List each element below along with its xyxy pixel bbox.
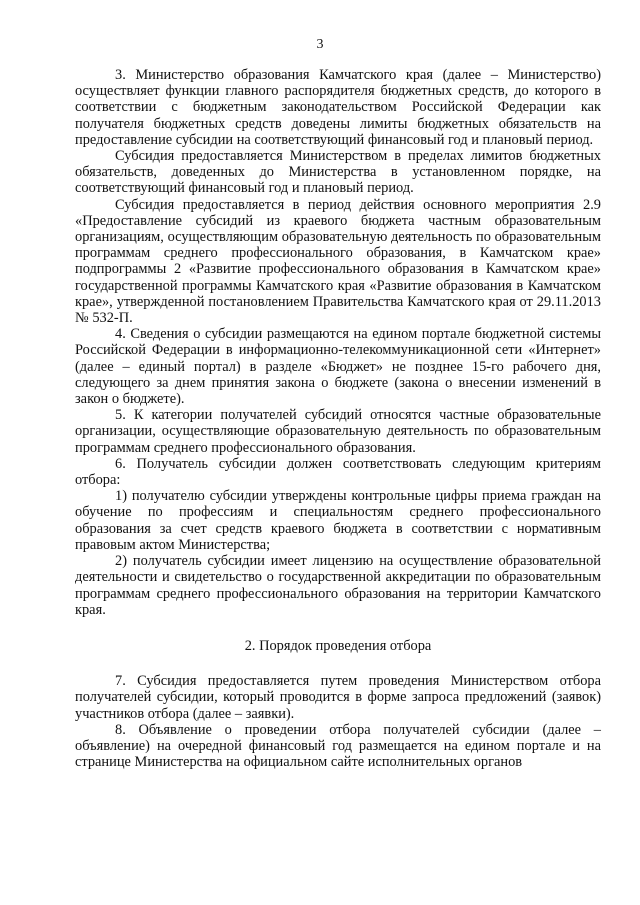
document-body	[75, 67, 601, 770]
paragraph-subsidy-period: Субсидия предоставляется в период действия основного мероприятия 2.9 «Предоставление субсидий из краевого бюджета частным образовательным организациям, осуществляющим образовательную деятельность по образовательным программам среднего профессионального образования, в Камчатском крае» подпрограммы 2 «Развитие профессионального образования в Камчатском крае» государственной программы Камчатского края «Развитие образования в Камчатском крае», утвержденной постановлением Правительства Камчатского края от 29.11.2013 № 532-П.	[75, 196, 601, 327]
paragraph-3-ministry: 3. Министерство образования Камчатского края (далее – Министерство) осуществляет функции главного распорядителя бюджетных средств, до которого в соответствии с бюджетным законодательством Российской Федерации как получателя бюджетных средств доведены лимиты бюджетных обязательств на предоставление субсидии на соответствующий финансовый год и плановый период.	[75, 67, 601, 148]
criterion-2: 2) получатель субсидии имеет лицензию на осуществление образовательной деятельности и свидетельство о государственной аккредитации по образовательным программам среднего профессионального образования на территории Камчатского края.	[75, 553, 601, 618]
criterion-1: 1) получателю субсидии утверждены контрольные цифры приема граждан на обучение по профессиям и специальностям среднего профессионального образования за счет средств краевого бюджета в соответствии с нормативным правовым актом Министерства;	[75, 488, 601, 553]
paragraph-subsidy-limits: Субсидия предоставляется Министерством в пределах лимитов бюджетных обязательств, доведенных до Министерства в установленном порядке, на соответствующий финансовый год и плановый период.	[75, 148, 601, 197]
paragraph-7-selection: 7. Субсидия предоставляется путем проведения Министерством отбора получателей субсидии, который проводится в форме запроса предложений (заявок) участников отбора (далее – заявки).	[75, 673, 601, 722]
section-heading: 2. Порядок проведения отбора	[244, 637, 432, 654]
page-number: 3	[316, 37, 324, 52]
paragraph-6-criteria: 6. Получатель субсидии должен соответствовать следующим критериям отбора:	[75, 455, 601, 489]
paragraph-8-announcement: 8. Объявление о проведении отбора получателей субсидии (далее – объявление) на очередной финансовый год размещается на едином портале и на странице Министерства на официальном сайте исполнительных органов	[75, 721, 601, 771]
paragraph-5-recipients: 5. К категории получателей субсидий относятся частные образовательные организации, осуществляющие образовательную деятельность по образовательным программам среднего профессионального образования.	[75, 407, 601, 456]
paragraph-4-portal: 4. Сведения о субсидии размещаются на едином портале бюджетной системы Российской Федерации в информационно-телекоммуникационной сети «Интернет» (далее – единый портал) в разделе «Бюджет» не позднее 15-го рабочего дня, следующего за днем принятия закона о бюджете (закона о внесении изменений в закон о бюджете).	[75, 326, 601, 408]
